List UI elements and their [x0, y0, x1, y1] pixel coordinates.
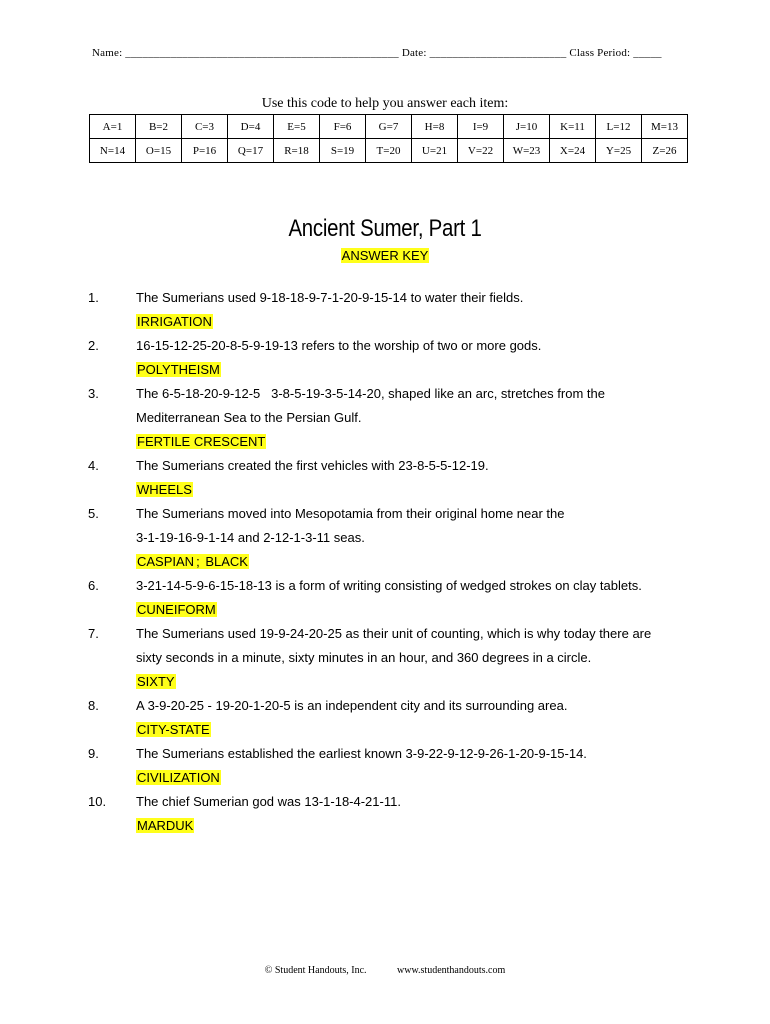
question-number: 6. [88, 578, 99, 593]
question-item [88, 694, 688, 742]
question-item [88, 334, 688, 382]
code-cell: G=7 [366, 115, 412, 139]
question-list [88, 286, 688, 838]
subtitle-wrap [0, 247, 770, 265]
question-number: 8. [88, 698, 99, 713]
code-cell: J=10 [504, 115, 550, 139]
question-item [88, 286, 688, 334]
question-text: The chief Sumerian god was 13-1-18-4-21-11. [136, 794, 401, 809]
code-cell: U=21 [412, 139, 458, 163]
answer-highlight: POLYTHEISM [137, 362, 220, 377]
question-number: 3. [88, 386, 99, 401]
answer-highlight: BLACK [205, 554, 248, 569]
answer-highlight: CIVILIZATION [137, 770, 220, 785]
question-text: 3-1-19-16-9-1-14 and 2-12-1-3-11 seas. [136, 530, 365, 545]
question-item [88, 502, 688, 574]
code-cell: L=12 [596, 115, 642, 139]
question-body [136, 454, 688, 502]
answer-line [136, 718, 688, 742]
answer-line [136, 310, 688, 334]
question-text: Mediterranean Sea to the Persian Gulf. [136, 410, 362, 425]
question-body [136, 694, 688, 742]
question-number: 5. [88, 506, 99, 521]
code-cell: T=20 [366, 139, 412, 163]
code-cell: C=3 [182, 115, 228, 139]
question-text: 3-21-14-5-9-6-15-18-13 is a form of writing consisting of wedged strokes on clay tablets. [136, 578, 642, 593]
code-cell: M=13 [642, 115, 688, 139]
name-date-period-line: Name: ________________________________________________ Date: ________________________ Class Period: _____ [92, 47, 662, 59]
code-cell: X=24 [550, 139, 596, 163]
answer-highlight: CASPIAN [137, 554, 195, 569]
code-cell: O=15 [136, 139, 182, 163]
code-cell: W=23 [504, 139, 550, 163]
question-item [88, 622, 688, 694]
footer [0, 965, 770, 976]
question-number: 7. [88, 626, 99, 641]
code-cell: E=5 [274, 115, 320, 139]
code-cell: V=22 [458, 139, 504, 163]
code-cell: N=14 [90, 139, 136, 163]
question-body [136, 790, 688, 838]
code-cell: K=11 [550, 115, 596, 139]
code-cell: D=4 [228, 115, 274, 139]
question-text: 16-15-12-25-20-8-5-9-19-13 refers to the worship of two or more gods. [136, 338, 542, 353]
question-item [88, 454, 688, 502]
question-body [136, 622, 688, 694]
question-body [136, 742, 688, 790]
code-cell: S=19 [320, 139, 366, 163]
question-number: 9. [88, 746, 99, 761]
answer-highlight: WHEELS [137, 482, 192, 497]
question-item [88, 790, 688, 838]
answer-line [136, 430, 688, 454]
code-cell: R=18 [274, 139, 320, 163]
footer-copyright: © Student Handouts, Inc. [264, 965, 367, 976]
answer-highlight: FERTILE CRESCENT [137, 434, 266, 449]
question-item [88, 382, 688, 454]
question-text: The Sumerians created the first vehicles with 23-8-5-5-12-19. [136, 458, 489, 473]
question-text: A 3-9-20-25 - 19-20-1-20-5 is an independent city and its surrounding area. [136, 698, 568, 713]
code-row-1 [90, 115, 688, 139]
letter-code-table [89, 114, 688, 163]
question-text: sixty seconds in a minute, sixty minutes in an hour, and 360 degrees in a circle. [136, 650, 592, 665]
code-row-2 [90, 139, 688, 163]
question-text: The Sumerians established the earliest known 3-9-22-9-12-9-26-1-20-9-15-14. [136, 746, 587, 761]
question-item [88, 574, 688, 622]
answer-line [136, 814, 688, 838]
answer-highlight: IRRIGATION [137, 314, 212, 329]
question-body [136, 334, 688, 382]
code-cell: A=1 [90, 115, 136, 139]
question-number: 2. [88, 338, 99, 353]
footer-url: www.studenthandouts.com [397, 965, 506, 976]
code-cell: P=16 [182, 139, 228, 163]
answer-key-label: ANSWER KEY [341, 248, 429, 263]
code-cell: F=6 [320, 115, 366, 139]
code-cell: Y=25 [596, 139, 642, 163]
question-body [136, 382, 688, 454]
question-number: 4. [88, 458, 99, 473]
question-number: 10. [88, 794, 107, 809]
question-text: The Sumerians used 19-9-24-20-25 as their unit of counting, which is why today there are [136, 626, 652, 641]
worksheet-title: Ancient Sumer, Part 1 [288, 215, 482, 242]
answer-line [136, 670, 688, 694]
answer-line [136, 550, 688, 574]
question-item [88, 742, 688, 790]
code-cell: Q=17 [228, 139, 274, 163]
question-body [136, 574, 688, 622]
answer-line [136, 766, 688, 790]
question-number: 1. [88, 290, 99, 305]
question-text: The Sumerians used 9-18-18-9-7-1-20-9-15-14 to water their fields. [136, 290, 524, 305]
answer-highlight: MARDUK [137, 818, 194, 833]
question-text: The 6-5-18-20-9-12-5 3-8-5-19-3-5-14-20, shaped like an arc, stretches from the [136, 386, 605, 401]
answer-line [136, 598, 688, 622]
question-text: The Sumerians moved into Mesopotamia from their original home near the [136, 506, 565, 521]
code-cell: Z=26 [642, 139, 688, 163]
answer-separator: ; [196, 554, 204, 569]
answer-highlight: SIXTY [137, 674, 175, 689]
question-body [136, 286, 688, 334]
code-cell: B=2 [136, 115, 182, 139]
answer-highlight: CITY-STATE [137, 722, 210, 737]
answer-line [136, 358, 688, 382]
code-caption: Use this code to help you answer each item: [261, 96, 509, 111]
code-cell: I=9 [458, 115, 504, 139]
code-cell: H=8 [412, 115, 458, 139]
question-body [136, 502, 688, 574]
answer-highlight: CUNEIFORM [137, 602, 216, 617]
answer-line [136, 478, 688, 502]
